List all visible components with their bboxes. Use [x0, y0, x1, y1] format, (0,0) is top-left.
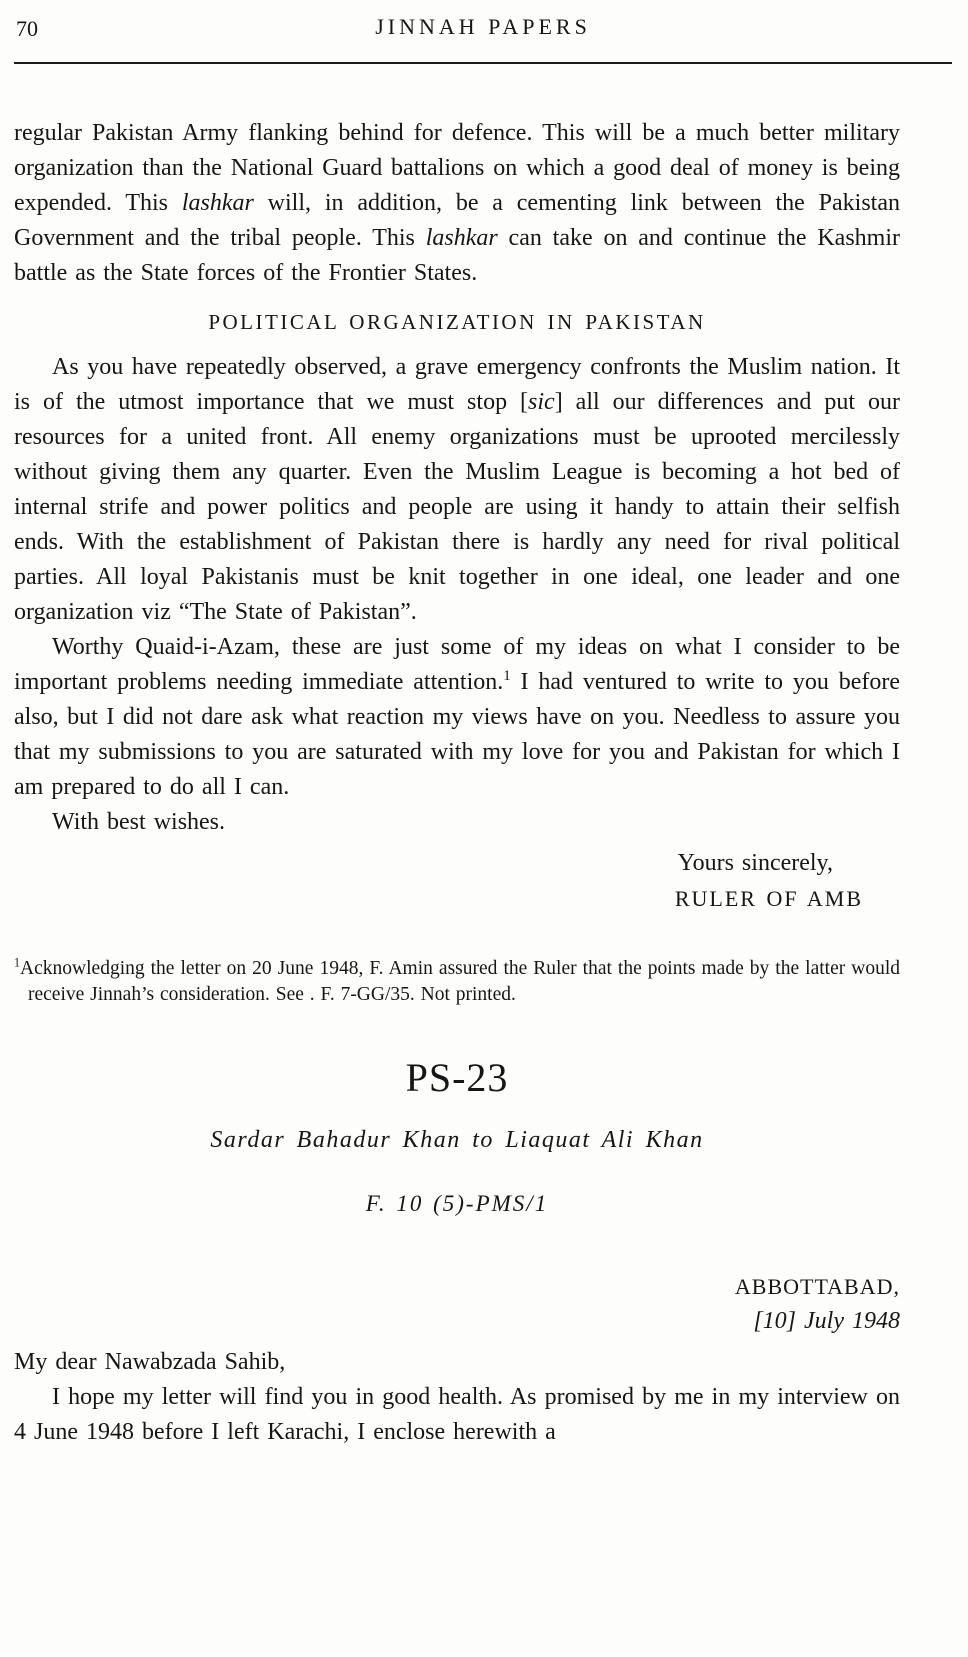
paragraph-political-organization: As you have repeatedly observed, a grave emergency confronts the Muslim nation. It is of the utmost importance that we must stop [sic] all our differences and put our resources for a united front. All enemy organizations must be uprooted mercilessly without giving them any quarter. Even the Muslim League is becoming a hot bed of internal strife and power politics and people are using it handy to attain their selfish ends. With the establishment of Pakistan there is hardly any need for rival political parties. All loyal Pakistanis must be knit together in one ideal, one leader and one organization viz “The State of Pakistan”.	[14, 354, 900, 625]
paragraph-lashkar-continuation: regular Pakistan Army flanking behind for defence. This will be a much better military organization than the National Guard battalions on which a good deal of money is being expended. This lashkar will, in addition, be a cementing link between the Pakistan Government and the tribal people. This lashkar can take on and continue the Kashmir battle as the State forces of the Frontier States.	[14, 120, 900, 286]
signature-block	[14, 846, 900, 916]
paragraph-best-wishes: With best wishes.	[52, 809, 226, 835]
page-number: 70	[16, 16, 38, 41]
running-title: JINNAH PAPERS	[375, 14, 591, 39]
signature-name: RULER OF AMB	[674, 886, 863, 911]
salutation: My dear Nawabzada Sahib,	[14, 1349, 286, 1375]
document-title: Sardar Bahadur Khan to Liaquat Ali Khan	[210, 1127, 704, 1153]
valediction: Yours sincerely,	[677, 850, 833, 876]
footnote: $^1$Acknowledging the letter on 20 June 1948, F. Amin assured the Ruler that the points made by the latter would receive Jinnah’s consideration. See . F. 7-GG/35. Not printed.	[14, 955, 900, 1005]
page-body	[14, 64, 952, 1450]
place-line: ABBOTTABAD,	[734, 1274, 900, 1299]
place-date-block	[14, 1269, 900, 1339]
document-number: PS-23	[405, 1055, 509, 1100]
date-line: [10] July 1948	[753, 1308, 900, 1334]
page-header	[14, 14, 952, 48]
paragraph-letter-opening: I hope my letter will find you in good health. As promised by me in my interview on 4 June 1948 before I left Karachi, I enclose herewith a	[14, 1384, 900, 1445]
section-heading-political-organization: POLITICAL ORGANIZATION IN PAKISTAN	[208, 310, 706, 334]
paragraph-closing-remarks: Worthy Quaid-i-Azam, these are just some of my ideas on what I consider to be important problems needing immediate attention.$^1$ I had ventured to write to you before also, but I did not dare ask what reaction my views have on you. Needless to assure you that my submissions to you are saturated with my love for you and Pakistan for which I am prepared to do all I can.	[14, 634, 900, 800]
document-file-reference: F. 10 (5)-PMS/1	[365, 1191, 549, 1216]
